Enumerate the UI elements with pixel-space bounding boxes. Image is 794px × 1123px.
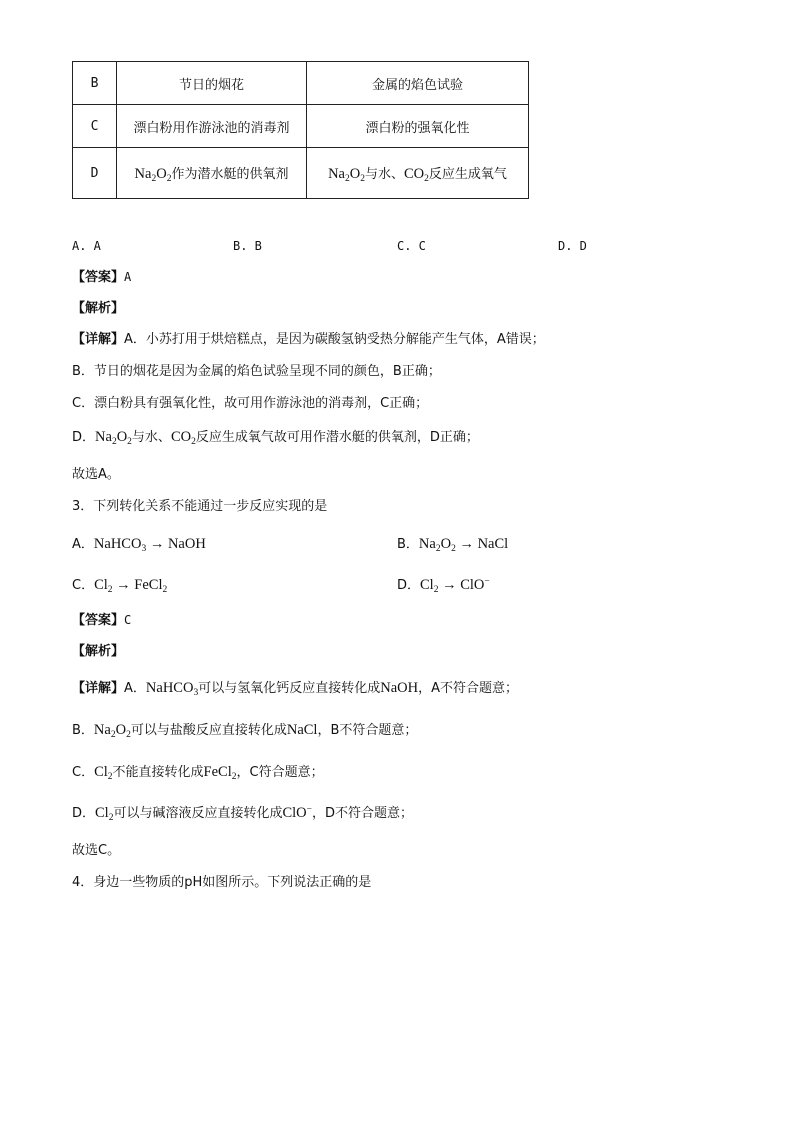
formula-nahco3-to-naoh: NaHCO$_3$ → NaOH	[93, 536, 206, 554]
application-cell: $Na_2O_2$作为潜水艇的供氧剂	[117, 148, 307, 199]
options-table	[72, 61, 529, 199]
formula-naoh: NaOH	[380, 680, 419, 696]
detail-line-b: B．节日的烟花是因为金属的焰色试验呈现不同的颜色，B正确；	[72, 364, 441, 379]
choice-b: B. B	[233, 239, 262, 253]
formula-cl2-to-clo: $Cl_2 \to ClO^-$	[420, 577, 490, 595]
application-cell: 节日的烟花	[117, 62, 307, 105]
formula-cl2: $Cl_2$	[95, 805, 114, 823]
detail-line-a: 【详解】A．NaHCO$_3$可以与氢氧化钙反应直接转化成NaOH，A不符合题意；	[72, 680, 518, 698]
formula-co2: $CO_2$	[404, 166, 429, 184]
formula-nacl: NaCl	[286, 722, 318, 738]
option-c: C．$Cl_2$ → FeCl$_2$	[72, 577, 168, 595]
detail-line-c: C．$Cl_2$不能直接转化成FeCl$_2$，C符合题意；	[72, 764, 324, 782]
row-label: D	[73, 148, 117, 199]
choice-d: D. D	[558, 239, 587, 253]
table-row	[73, 62, 529, 105]
choice-c: C. C	[397, 239, 426, 253]
option-d: D．$Cl_2 \to ClO^-$	[397, 577, 490, 595]
detail-line-d: D．$Cl_2$可以与碱溶液反应直接转化成ClO−，D不符合题意；	[72, 805, 414, 823]
formula-fecl2: FeCl$_2$	[203, 764, 237, 782]
analysis-tag: 【解析】	[72, 644, 125, 659]
formula-nahco3: NaHCO$_3$	[145, 680, 199, 698]
choice-a: A. A	[72, 239, 101, 253]
table-row	[73, 148, 529, 199]
reason-cell: 金属的焰色试验	[307, 62, 529, 105]
detail-line-c: C．漂白粉具有强氧化性，故可用作游泳池的消毒剂，C正确；	[72, 396, 429, 411]
row-label: B	[73, 62, 117, 105]
formula-clo: ClO−	[282, 805, 313, 821]
formula-na2o2: $Na_2O_2$	[328, 166, 365, 184]
row-label: C	[73, 105, 117, 148]
conclusion: 故选A。	[72, 467, 120, 482]
option-b: B．$Na_2O_2$ → NaCl	[397, 536, 509, 554]
answer-line: 【答案】C	[72, 613, 132, 628]
question-stem: 4．身边一些物质的pH如图所示。下列说法正确的是	[72, 875, 372, 890]
reason-cell: $Na_2O_2$与水、$CO_2$反应生成氧气	[307, 148, 529, 199]
formula-na2o2: $Na_2O_2$	[95, 429, 132, 447]
formula-na2o2-to-nacl: $Na_2O_2$ → NaCl	[418, 536, 509, 554]
application-cell: 漂白粉用作游泳池的消毒剂	[117, 105, 307, 148]
analysis-tag: 【解析】	[72, 301, 125, 316]
detail-line-b: B．$Na_2O_2$可以与盐酸反应直接转化成NaCl，B不符合题意；	[72, 722, 418, 740]
option-a: A．NaHCO$_3$ → NaOH	[72, 536, 206, 554]
question-stem: 3．下列转化关系不能通过一步反应实现的是	[72, 499, 328, 514]
formula-na2o2: $Na_2O_2$	[93, 722, 131, 740]
conclusion: 故选C。	[72, 843, 121, 858]
answer-line: 【答案】A	[72, 270, 132, 285]
formula-cl2: $Cl_2$	[94, 764, 113, 782]
table-row	[73, 105, 529, 148]
formula-cl2-to-fecl2: $Cl_2$ → FeCl$_2$	[94, 577, 168, 595]
formula-na2o2: $Na_2O_2$	[134, 166, 172, 184]
formula-co2: $CO_2$	[170, 429, 196, 447]
reason-cell: 漂白粉的强氧化性	[307, 105, 529, 148]
detail-line-a: 【详解】A．小苏打用于烘焙糕点，是因为碳酸氢钠受热分解能产生气体，A错误；	[72, 332, 545, 347]
detail-line-d: D．$Na_2O_2$与水、$CO_2$反应生成氧气故可用作潜水艇的供氧剂，D正确；	[72, 429, 479, 447]
